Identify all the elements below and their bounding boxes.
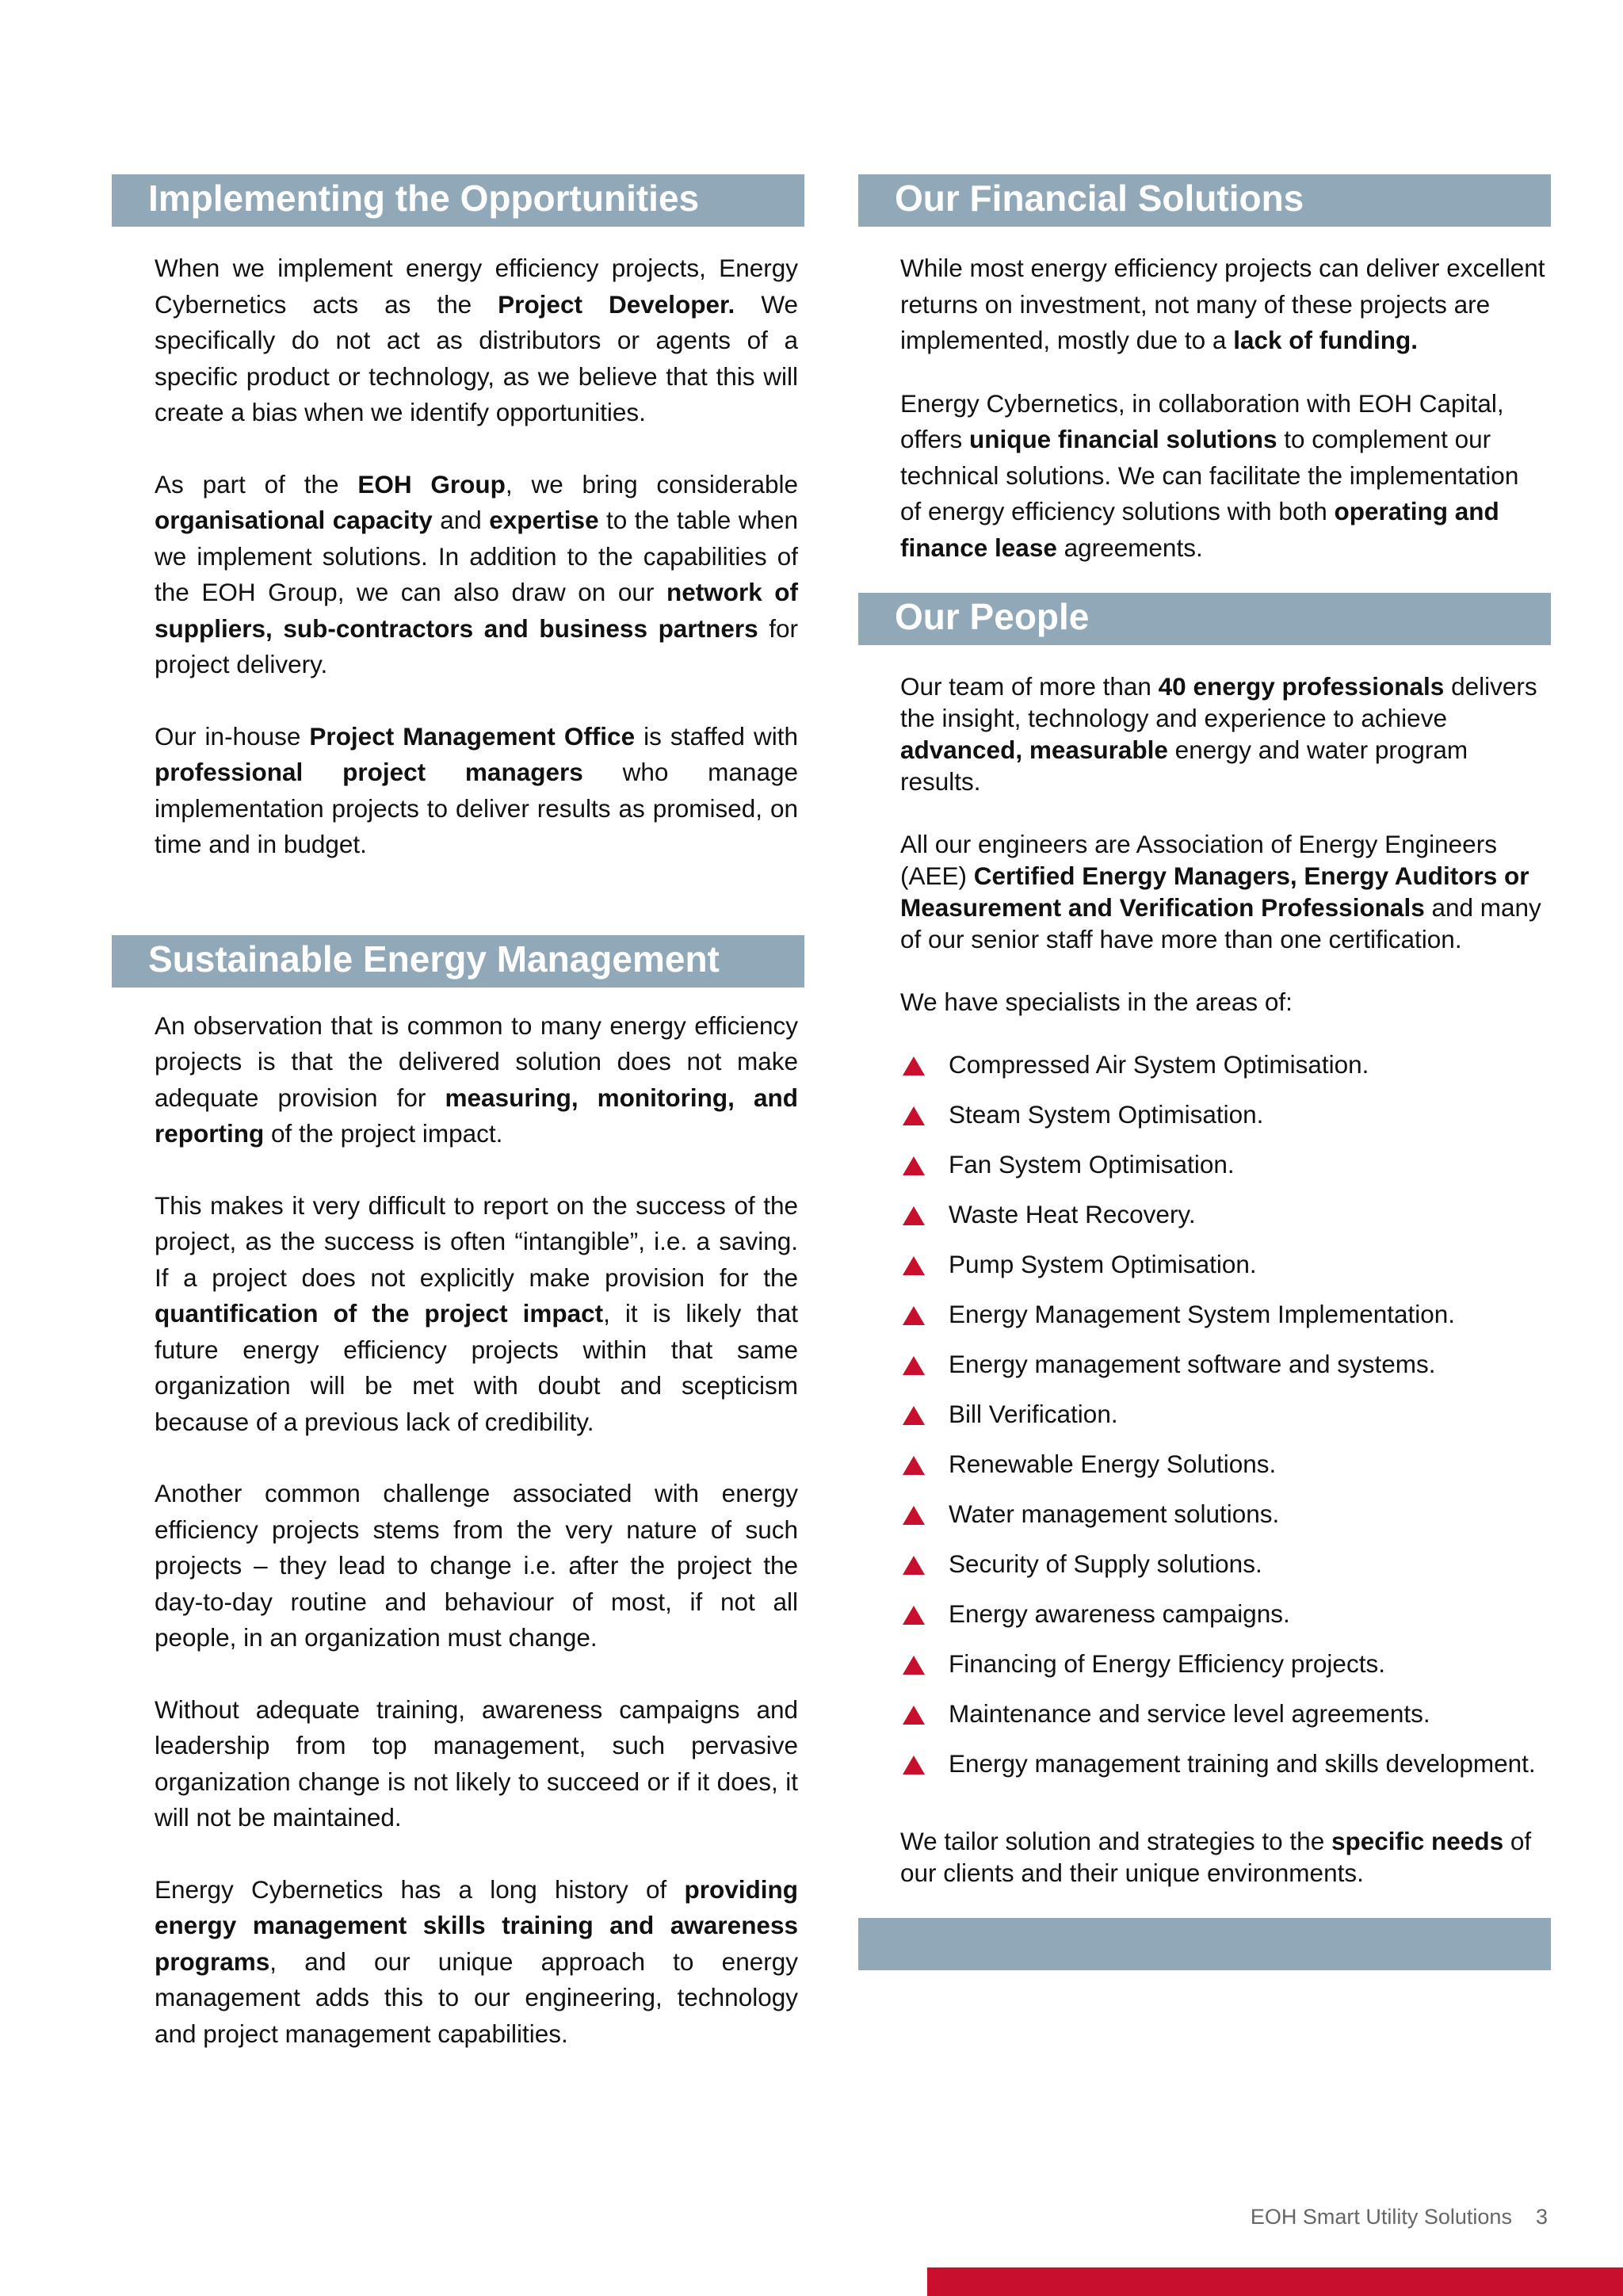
specialist-item [900,1298,1546,1330]
text-run: , it is likely that future energy efficiency projects within that same organization will be met with doubt and scepticism because of a previous lack of credibility. [155,1299,798,1436]
specialist-label: Energy Management System Implementation. [949,1300,1456,1328]
specialist-label: Energy management software and systems. [949,1350,1436,1378]
text-run: Energy Cybernetics, in collaboration with EOH Capital, offers [900,388,1504,453]
specialist-item [900,1398,1546,1430]
text-run: When we implement energy efficiency projects, Energy Cybernetics acts as the [155,254,798,319]
text-run: Energy Cybernetics has a long history of [155,1874,685,1904]
specialist-item [900,1049,1546,1080]
red-triangle-icon [903,1606,925,1625]
red-triangle-icon [903,1755,925,1775]
text-run: to complement our technical solutions. We can facilitate the implementation of energy efficiency solutions with both [900,425,1519,525]
specialist-item [900,1098,1546,1130]
specialist-label: Steam System Optimisation. [949,1100,1264,1129]
specialist-label: Financing of Energy Efficiency projects. [949,1649,1385,1678]
specialist-item [900,1198,1546,1230]
text-run: As part of the [155,469,358,499]
bold-text: measuring, monitoring, and reporting [155,1083,798,1148]
left-column [112,174,804,2052]
bold-text: providing energy management skills training and awareness programs [155,1874,798,1976]
closing-band [858,1918,1551,1970]
people-heading: Our People [858,593,1551,645]
bold-text: advanced, measurable [900,735,1168,764]
implementing-heading: Implementing the Opportunities [112,174,804,227]
specialist-label: Renewable Energy Solutions. [949,1450,1277,1478]
specialist-label: Pump System Optimisation. [949,1250,1257,1278]
specialist-item [900,1248,1546,1280]
bold-text: Project Developer. [498,289,735,319]
specialist-item [900,1448,1546,1480]
red-triangle-icon [903,1556,925,1575]
text-run: Another common challenge associated with energy efficiency projects stems from the very nature of such projects – they lead to change i.e. after the project the day-to-day routine and behaviour of most, if not all people, in an organization must change. [155,1479,798,1652]
text-run: Our in-house [155,721,310,751]
people-paragraph-1 [900,670,1546,797]
sustainable-paragraph-4 [155,1692,798,1836]
red-triangle-icon [903,1456,925,1475]
bold-text: organisational capacity [155,506,433,534]
red-triangle-icon [903,1656,925,1675]
bold-text: professional project managers [155,758,583,786]
red-triangle-icon [903,1706,925,1725]
bold-text: 40 energy professionals [1158,672,1445,701]
red-triangle-icon [903,1406,925,1425]
specialist-item [900,1698,1546,1729]
financial-paragraph-1 [900,250,1546,359]
sustainable-heading: Sustainable Energy Management [112,935,804,988]
specialist-item [900,1548,1546,1580]
text-run: to the table when we implement solutions. In addition to the capabilities of the EOH Group, we can also draw on our [155,506,799,606]
right-column [858,174,1551,1970]
specialist-label: Waste Heat Recovery. [949,1200,1196,1228]
red-triangle-icon [903,1106,925,1125]
text-run: agreements. [1056,533,1203,562]
text-run: and [432,506,490,534]
text-run: We tailor solution and strategies to the [900,1827,1331,1855]
specialist-label: Bill Verification. [949,1400,1118,1428]
text-run: Our team of more than [900,672,1159,701]
red-triangle-icon [903,1206,925,1225]
implementing-paragraph-3 [155,719,798,863]
bold-text: expertise [489,506,599,534]
financial-heading: Our Financial Solutions [858,174,1551,227]
specialist-label: Maintenance and service level agreements. [949,1699,1430,1728]
red-triangle-icon [903,1256,925,1275]
specialist-label: Compressed Air System Optimisation. [949,1050,1369,1079]
text-run: who manage implementation projects to deliver results as promised, on time and in budget. [155,758,798,858]
text-run: of the project impact. [264,1119,503,1148]
specialist-label: Water management solutions. [949,1499,1280,1528]
text-run: and many of our senior staff have more than one certification. [900,893,1541,953]
bold-text: unique financial solutions [968,425,1277,453]
specialist-item [900,1598,1546,1629]
sustainable-paragraph-1 [155,1008,798,1152]
specialist-item [900,1348,1546,1380]
text-run: All our engineers are Association of Energy Engineers (AEE) [900,830,1497,890]
bold-text: quantification of the project impact [155,1299,604,1328]
footer-accent-bar [927,2267,1623,2296]
bold-text: Certified Energy Managers, Energy Auditors or Measurement and Verification Professionals [900,861,1529,922]
text-run: energy and water program results. [900,735,1468,796]
bold-text: network of suppliers, sub-contractors and business partners [155,578,799,643]
specialist-item [900,1148,1546,1180]
text-run: Without adequate training, awareness campaigns and leadership from top management, such pervasive organization change is not likely to succeed or if it does, it will not be maintained. [155,1694,798,1832]
bold-text: EOH Group [357,469,506,499]
text-run: is staffed with [635,721,798,751]
text-run: of our clients and their unique environments. [900,1827,1532,1887]
specialists-intro: We have specialists in the areas of: [900,988,1293,1016]
footer [1251,2205,1548,2229]
specialist-item [900,1498,1546,1530]
sustainable-paragraph-5 [155,1872,798,2053]
red-triangle-icon [903,1056,925,1075]
red-triangle-icon [903,1356,925,1375]
text-run: delivers the insight, technology and experience to achieve [900,672,1537,732]
bold-text: specific needs [1331,1827,1504,1855]
text-run: , and our unique approach to energy management adds this to our engineering, technology and project management capabilities. [155,1946,798,2048]
text-run: An observation that is common to many energy efficiency projects is that the delivered solution does not make adequate provision for [155,1010,798,1112]
text-run: This makes it very difficult to report on the success of the project, as the success is often “intangible”, i.e. a saving. If a project does not explicitly make provision for the [155,1190,798,1292]
specialist-item [900,1648,1546,1679]
specialist-label: Security of Supply solutions. [949,1549,1262,1578]
page-number: 3 [1535,2205,1548,2229]
specialist-item [900,1748,1546,1779]
red-triangle-icon [903,1156,925,1175]
implementing-paragraph-2 [155,467,798,683]
text-run: While most energy efficiency projects can deliver excellent returns on investment, not many of these projects are implemented, mostly due to a [900,254,1545,354]
financial-paragraph-2 [900,386,1546,567]
sustainable-paragraph-3 [155,1476,798,1656]
text-run: for project delivery. [155,613,798,678]
red-triangle-icon [903,1506,925,1525]
specialist-label: Energy management training and skills development. [949,1749,1536,1778]
sustainable-paragraph-2 [155,1188,798,1441]
specialist-label: Energy awareness campaigns. [949,1599,1290,1628]
specialist-label: Fan System Optimisation. [949,1150,1235,1179]
text-run: We specifically do not act as distributors or agents of a specific product or technology, as we believe that this will create a bias when we identify opportunities. [155,289,799,426]
text-run: , we bring considerable [505,469,799,499]
people-paragraph-3 [900,1825,1546,1889]
bold-text: Project Management Office [309,721,636,751]
people-paragraph-2 [900,828,1546,955]
footer-company: EOH Smart Utility Solutions [1250,2205,1512,2229]
bold-text: operating and finance lease [900,497,1499,562]
implementing-paragraph-1 [155,250,798,431]
bold-text: lack of funding. [1233,326,1418,354]
red-triangle-icon [903,1306,925,1325]
specialists-list [900,1049,1546,1779]
